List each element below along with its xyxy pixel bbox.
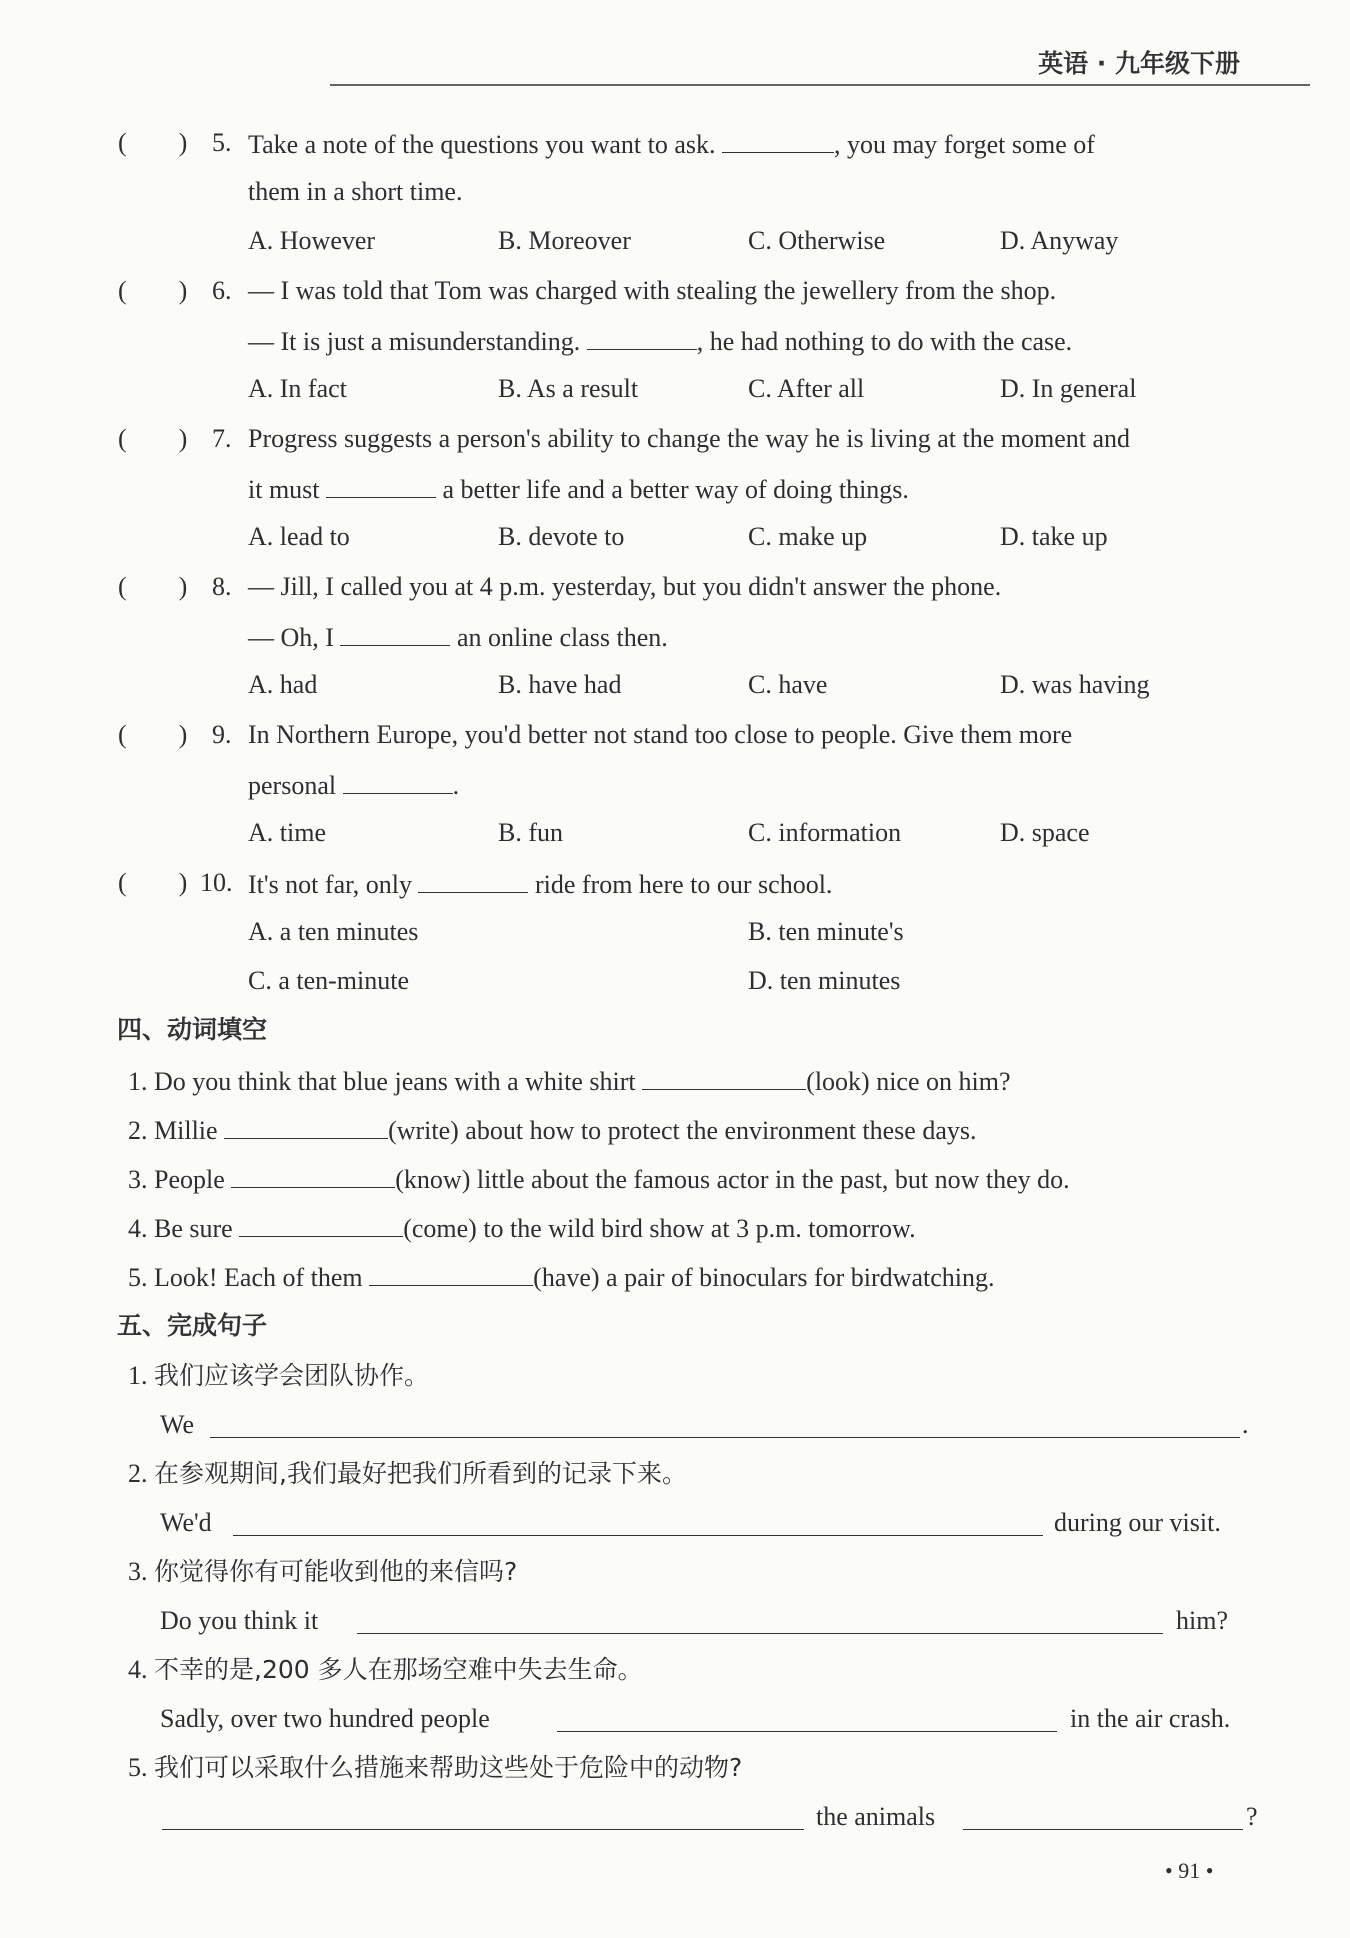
item-number: 3. bbox=[128, 1165, 148, 1194]
answer-line[interactable] bbox=[557, 1731, 1057, 1732]
chinese-sentence: 在参观期间,我们最好把我们所看到的记录下来。 bbox=[154, 1459, 687, 1488]
verb-item bbox=[128, 1212, 916, 1244]
option-a[interactable]: A. However bbox=[248, 226, 376, 255]
item-text: Look! Each of them bbox=[154, 1263, 363, 1292]
question-10-number: 10. bbox=[200, 868, 233, 897]
question-10-line-1 bbox=[248, 868, 832, 900]
book-title: 英语 · 九年级下册 bbox=[1038, 49, 1240, 78]
answer-bracket[interactable]: ( ) bbox=[118, 720, 188, 749]
option-c[interactable]: C. After all bbox=[748, 374, 865, 403]
question-text: — Oh, I bbox=[248, 623, 334, 652]
verb-item bbox=[128, 1114, 977, 1146]
answer-blank[interactable] bbox=[587, 325, 697, 350]
option-d[interactable]: D. was having bbox=[1000, 670, 1150, 699]
chinese-sentence: 你觉得你有可能收到他的来信吗? bbox=[154, 1557, 518, 1586]
question-text: it must bbox=[248, 475, 320, 504]
question-9-line-2 bbox=[248, 769, 459, 801]
question-text: Take a note of the questions you want to ask. bbox=[248, 130, 716, 159]
item-text: (look) nice on him? bbox=[806, 1067, 1011, 1096]
item-number: 4. bbox=[128, 1214, 148, 1243]
option-d[interactable]: D. In general bbox=[1000, 374, 1137, 403]
answer-blank[interactable] bbox=[642, 1065, 806, 1090]
question-9-line-1: In Northern Europe, you'd better not stand too close to people. Give them more bbox=[248, 720, 1073, 749]
question-text: ride from here to our school. bbox=[534, 870, 833, 899]
item-text: Be sure bbox=[154, 1214, 233, 1243]
answer-line[interactable] bbox=[963, 1829, 1243, 1830]
question-6-line-2 bbox=[248, 325, 1072, 357]
question-8-number: 8. bbox=[212, 572, 232, 601]
sentence-start: We'd bbox=[160, 1508, 212, 1537]
question-text: — It is just a misunderstanding. bbox=[248, 327, 581, 356]
chinese-sentence: 我们可以采取什么措施来帮助这些处于危险中的动物? bbox=[154, 1753, 743, 1782]
sentence-start: Do you think it bbox=[160, 1606, 319, 1635]
sentence-middle: the animals bbox=[816, 1802, 936, 1831]
item-text: (write) about how to protect the environment these days. bbox=[388, 1116, 977, 1145]
verb-item bbox=[128, 1261, 994, 1293]
question-5-line-2: them in a short time. bbox=[248, 177, 463, 206]
answer-bracket[interactable]: ( ) bbox=[118, 424, 188, 453]
sentence-end: in the air crash. bbox=[1070, 1704, 1231, 1733]
option-a[interactable]: A. In fact bbox=[248, 374, 347, 403]
item-text: (have) a pair of binoculars for birdwatching. bbox=[533, 1263, 995, 1292]
answer-blank[interactable] bbox=[343, 769, 453, 794]
option-a[interactable]: A. time bbox=[248, 818, 326, 847]
answer-line[interactable] bbox=[210, 1437, 1240, 1438]
question-text: an online class then. bbox=[456, 623, 668, 652]
item-number: 5. bbox=[128, 1263, 148, 1292]
option-d[interactable]: D. take up bbox=[1000, 522, 1108, 551]
option-b[interactable]: B. fun bbox=[498, 818, 563, 847]
sentence-prompt bbox=[128, 1655, 643, 1685]
sentence-start: We bbox=[160, 1410, 194, 1439]
page-number: • 91 • bbox=[1165, 1858, 1214, 1883]
sentence-end: him? bbox=[1176, 1606, 1228, 1635]
sentence-end: . bbox=[1242, 1410, 1249, 1439]
item-text: (know) little about the famous actor in the past, but now they do. bbox=[395, 1165, 1070, 1194]
option-b[interactable]: B. have had bbox=[498, 670, 622, 699]
option-c[interactable]: C. a ten-minute bbox=[248, 966, 410, 995]
answer-blank[interactable] bbox=[722, 128, 834, 153]
option-a[interactable]: A. had bbox=[248, 670, 318, 699]
option-c[interactable]: C. make up bbox=[748, 522, 868, 551]
item-number: 4. bbox=[128, 1655, 148, 1684]
item-number: 2. bbox=[128, 1459, 148, 1488]
question-8-line-2 bbox=[248, 621, 668, 653]
question-text: . bbox=[452, 771, 460, 800]
item-number: 2. bbox=[128, 1116, 148, 1145]
option-b[interactable]: B. Moreover bbox=[498, 226, 631, 255]
answer-line[interactable] bbox=[162, 1829, 804, 1830]
chinese-sentence: 我们应该学会团队协作。 bbox=[154, 1361, 430, 1390]
option-c[interactable]: C. Otherwise bbox=[748, 226, 886, 255]
answer-bracket[interactable]: ( ) bbox=[118, 276, 188, 305]
option-d[interactable]: D. ten minutes bbox=[748, 966, 901, 995]
option-a[interactable]: A. lead to bbox=[248, 522, 350, 551]
option-a[interactable]: A. a ten minutes bbox=[248, 917, 419, 946]
answer-line[interactable] bbox=[357, 1633, 1163, 1634]
question-text: It's not far, only bbox=[248, 870, 412, 899]
answer-blank[interactable] bbox=[224, 1114, 388, 1139]
answer-blank[interactable] bbox=[369, 1261, 533, 1286]
question-6-number: 6. bbox=[212, 276, 232, 305]
answer-blank[interactable] bbox=[231, 1163, 395, 1188]
sentence-prompt bbox=[128, 1361, 429, 1391]
sentence-prompt bbox=[128, 1557, 517, 1587]
answer-line[interactable] bbox=[233, 1535, 1043, 1536]
question-text: personal bbox=[248, 771, 337, 800]
question-7-line-2 bbox=[248, 473, 909, 505]
sentence-prompt bbox=[128, 1459, 687, 1489]
item-text: Do you think that blue jeans with a white shirt bbox=[154, 1067, 636, 1096]
answer-bracket[interactable]: ( ) bbox=[118, 128, 188, 157]
question-7-line-1: Progress suggests a person's ability to change the way he is living at the moment and bbox=[248, 424, 1131, 453]
option-c[interactable]: C. information bbox=[748, 818, 902, 847]
chinese-sentence: 不幸的是,200 多人在那场空难中失去生命。 bbox=[154, 1655, 643, 1684]
item-number: 5. bbox=[128, 1753, 148, 1782]
option-b[interactable]: B. devote to bbox=[498, 522, 625, 551]
question-5-number: 5. bbox=[212, 128, 232, 157]
answer-bracket[interactable]: ( ) bbox=[118, 868, 188, 897]
sentence-end: during our visit. bbox=[1054, 1508, 1221, 1537]
option-c[interactable]: C. have bbox=[748, 670, 828, 699]
item-number: 1. bbox=[128, 1361, 148, 1390]
question-text: a better life and a better way of doing things. bbox=[442, 475, 909, 504]
header-rule bbox=[330, 84, 1310, 86]
sentence-prompt bbox=[128, 1753, 742, 1783]
answer-blank[interactable] bbox=[340, 621, 450, 646]
answer-blank[interactable] bbox=[326, 473, 436, 498]
option-b[interactable]: B. As a result bbox=[498, 374, 639, 403]
question-6-line-1: — I was told that Tom was charged with stealing the jewellery from the shop. bbox=[248, 276, 1057, 305]
verb-item bbox=[128, 1163, 1070, 1195]
item-text: Millie bbox=[154, 1116, 218, 1145]
answer-blank[interactable] bbox=[239, 1212, 403, 1237]
item-number: 3. bbox=[128, 1557, 148, 1586]
verb-item bbox=[128, 1065, 1011, 1097]
question-7-number: 7. bbox=[212, 424, 232, 453]
sentence-end: ? bbox=[1246, 1802, 1258, 1831]
answer-bracket[interactable]: ( ) bbox=[118, 572, 188, 601]
option-d[interactable]: D. Anyway bbox=[1000, 226, 1119, 255]
item-text: People bbox=[154, 1165, 225, 1194]
option-d[interactable]: D. space bbox=[1000, 818, 1090, 847]
question-5-line-1 bbox=[248, 128, 1095, 160]
item-text: (come) to the wild bird show at 3 p.m. tomorrow. bbox=[403, 1214, 916, 1243]
item-number: 1. bbox=[128, 1067, 148, 1096]
answer-blank[interactable] bbox=[418, 868, 528, 893]
section-heading-verb-fill: 四、动词填空 bbox=[117, 1015, 268, 1044]
question-9-number: 9. bbox=[212, 720, 232, 749]
option-b[interactable]: B. ten minute's bbox=[748, 917, 904, 946]
question-text: , you may forget some of bbox=[834, 130, 1095, 159]
section-heading-complete-sentences: 五、完成句子 bbox=[117, 1311, 268, 1340]
question-8-line-1: — Jill, I called you at 4 p.m. yesterday, but you didn't answer the phone. bbox=[248, 572, 1002, 601]
sentence-start: Sadly, over two hundred people bbox=[160, 1704, 490, 1733]
question-text: , he had nothing to do with the case. bbox=[696, 327, 1073, 356]
